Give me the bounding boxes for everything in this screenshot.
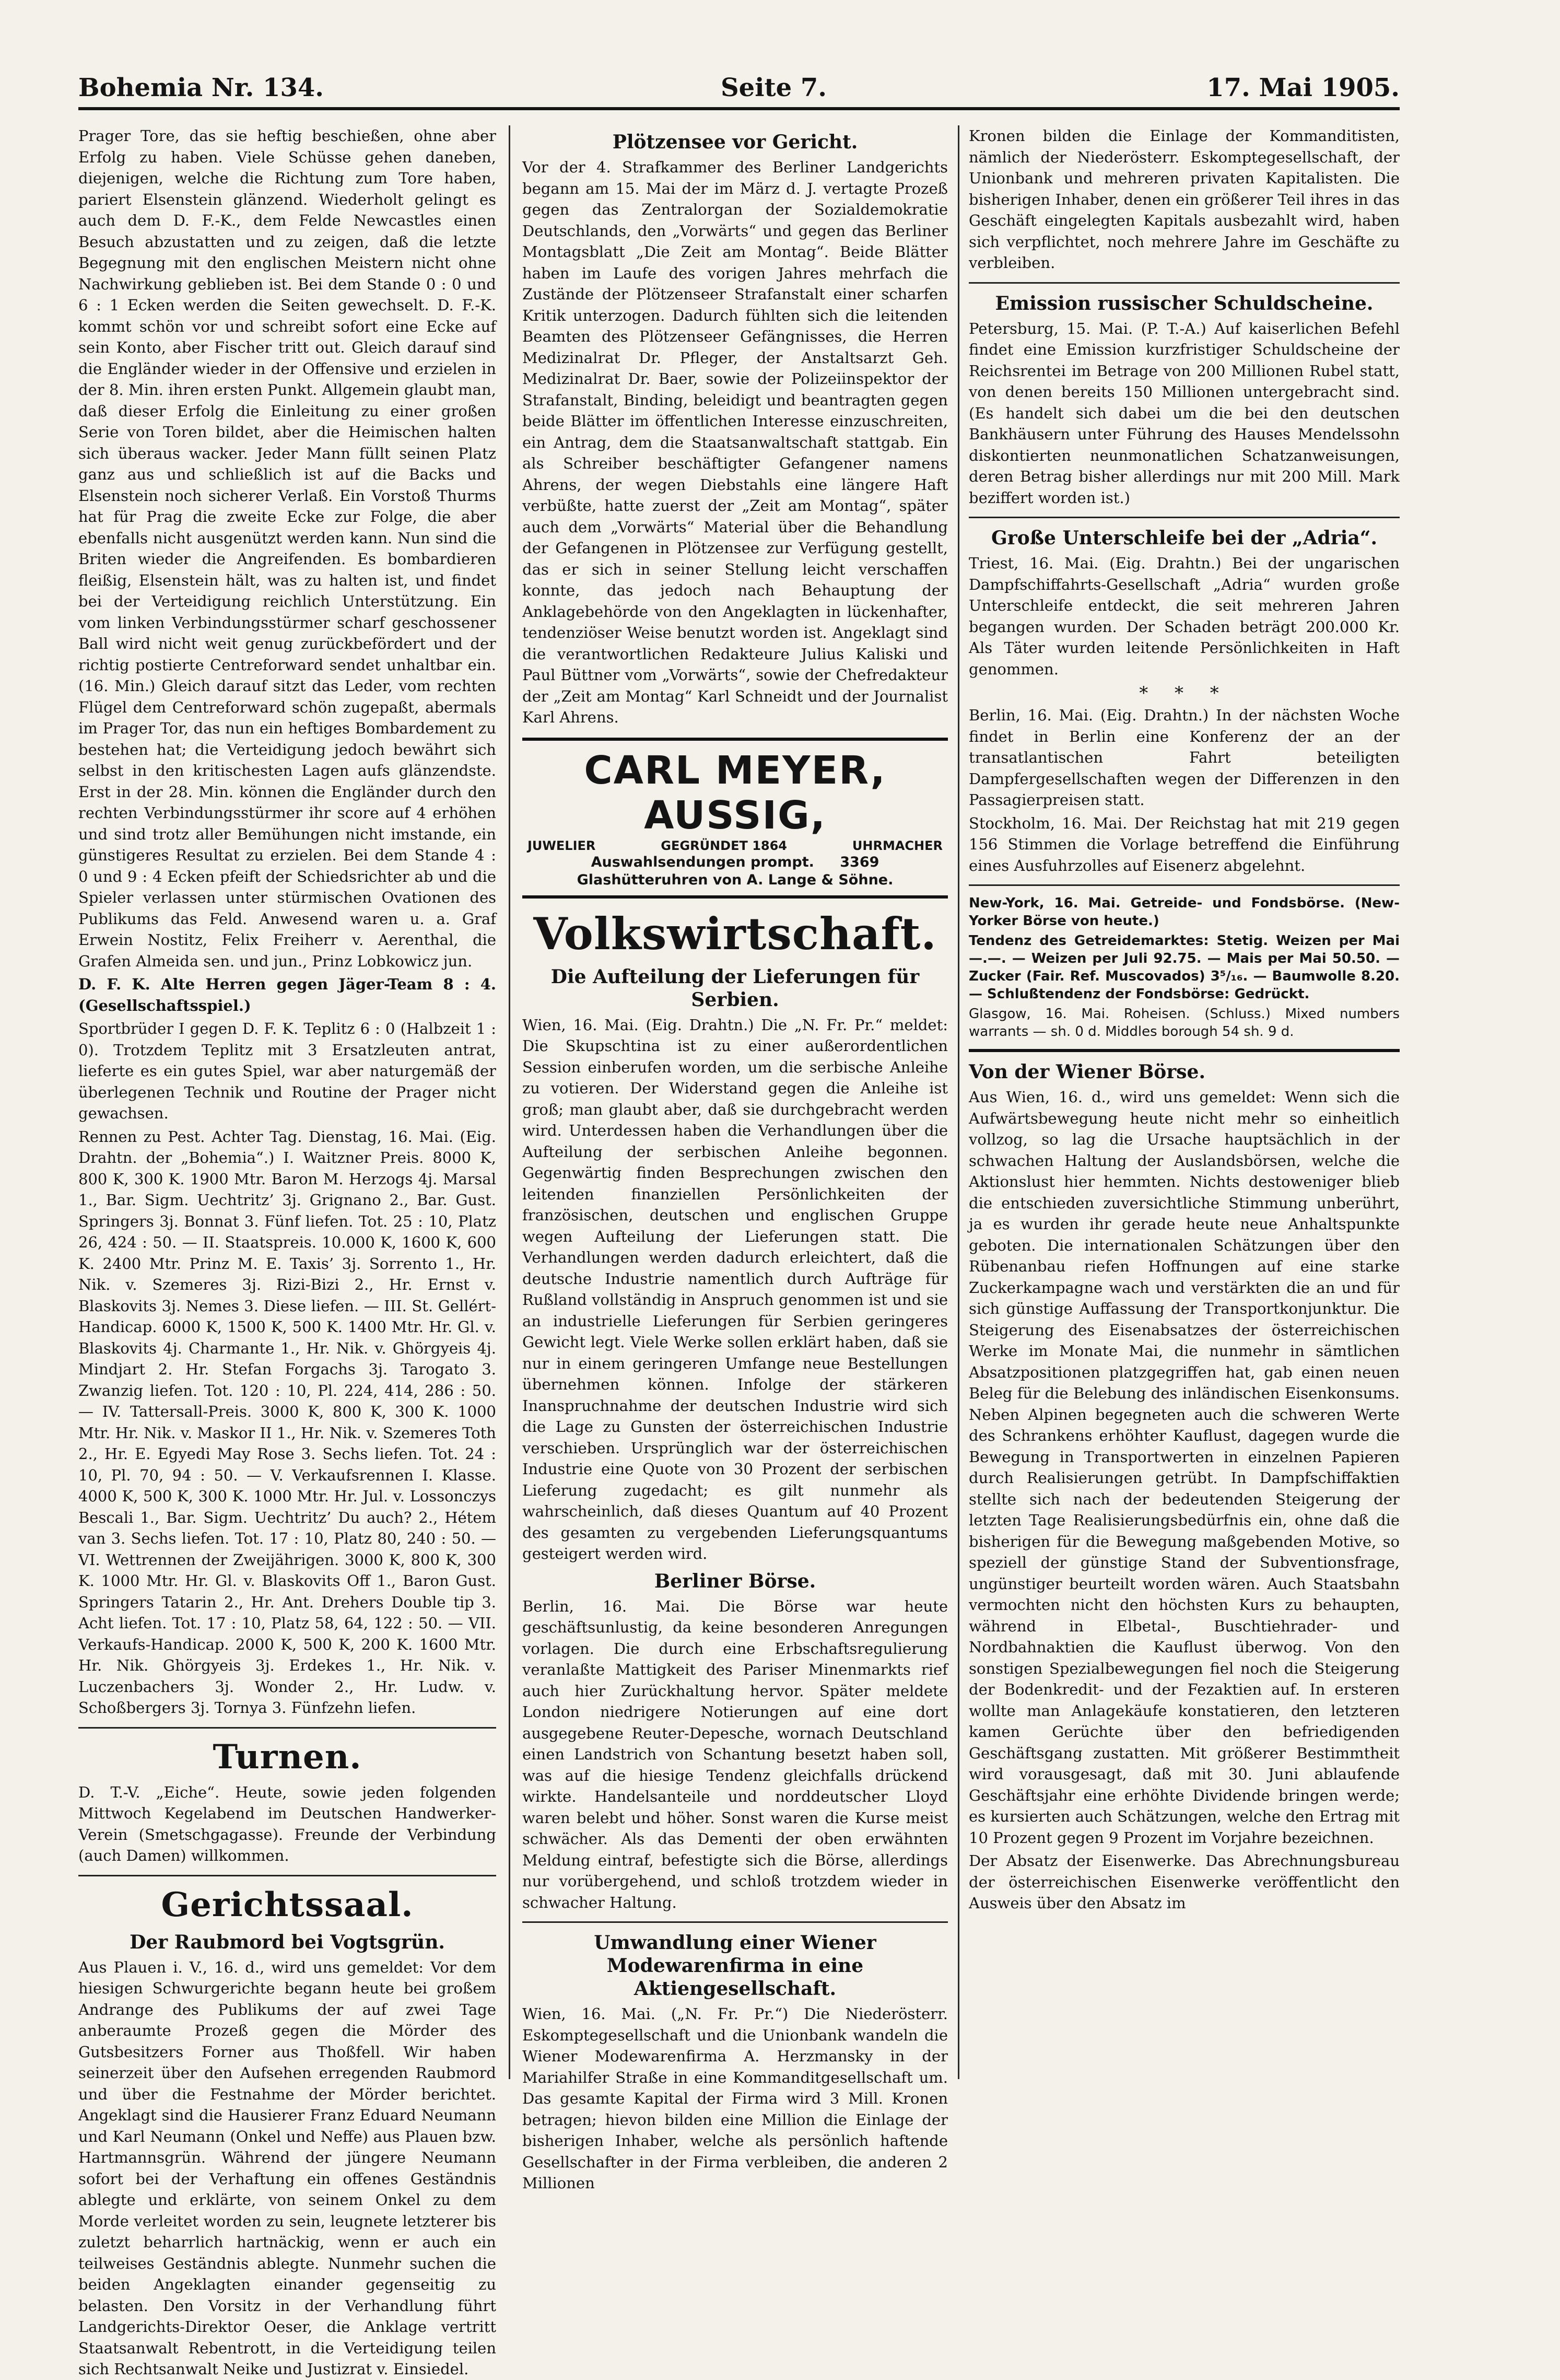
header-issue: Bohemia Nr. 134. — [78, 73, 324, 102]
adria-article: Triest, 16. Mai. (Eig. Drahtn.) Bei der ungarischen Dampfschiffahrts-Gesellschaft „Adria“ wurden große Unterschleife entdeckt, die seit mehreren Jahren begangen wurden. Der Schaden beträgt 200.000 Kr. Als Täter wurden leitende Persönlichkeiten in Haft genommen. — [969, 554, 1400, 678]
serbien-headline: Die Aufteilung der Lieferungen für Serbien. — [550, 965, 920, 1011]
ad-founded: GEGRÜNDET 1864 — [661, 838, 787, 853]
eisenwerke-article: Der Absatz der Eisenwerke. Das Abrechnungsbureau der österreichischen Eisenwerke veröffentlicht den Ausweis über den Absatz im — [969, 1852, 1400, 1912]
column-3 — [969, 125, 1400, 2079]
ad-line-2: Glashütteruhren von A. Lange & Söhne. — [577, 871, 894, 888]
section-heading-volkswirtschaft: Volkswirtschaft. — [533, 907, 937, 960]
page-header — [78, 73, 1400, 110]
football-report: Prager Tore, das sie heftig beschießen, ohne aber Erfolg zu haben. Viele Schüsse gehen daneben, diejenigen, welche die Richtung zum Tore haben, pariert Elsenstein glänzend. Wiederholt gelingt es auch dem D. F.-K., dem Felde Newcastles einen Besuch abzustatten und zu zeigen, daß die letzte Begegnung mit den englischen Meistern nicht ohne Nachwirkung geblieben ist. Bei dem Stande 0 : 0 und 6 : 1 Ecken werden die Seiten gewechselt. D. F.-K. kommt schön vor und schreibt sofort eine Ecke auf sein Konto, aber Fischer tritt out. Gleich darauf sind die Engländer wieder in der Offensive und erzielen in der 8. Min. ihren ersten Punkt. Allgemein glaubt man, daß dieser Erfolg die Einleitung zu einer großen Serie von Toren bildet, aber die Heimischen halten sich überaus wacker. Jeder Mann füllt seinen Platz ganz aus und schließlich ist auf die Backs und Elsenstein noch sicherer Verlaß. Ein Vorstoß Thurms hat für Prag die zweite Ecke zur Folge, die aber ebenfalls nicht ausgenützt werden kann. Nun sind die Briten wieder die Angreifenden. Es bombardieren fleißig, Elsenstein hält, was zu halten ist, und findet bei der Verteidigung reichlich Unterstützung. Ein vom linken Verbindungsstürmer scharf geschossener Ball wird nicht weit genug zurückbefördert und der richtig postierte Centreforward sendet unhaltbar ein. (16. Min.) Gleich darauf sitzt das Leder, vom rechten Flügel dem Centreforward schön zugepaßt, abermals im Prager Tor, das nun ein heftiges Bombardement zu bestehen hat; die Verteidigung jedoch bewährt sich selbst in den kritischesten Lagen aufs glänzendste. Erst in der 28. Min. können die Engländer durch den rechten Verbindungsstürmer ihr score auf 4 erhöhen und sind trotz aller Bemühungen nicht imstande, ein günstigeres Resultat zu erzielen. Bei dem Stande 4 : 0 und 9 : 4 Ecken pfeift der Schiedsrichter ab und die Spieler verlassen unter stürmischen Ovationen des Publikums das Feld. Anwesend waren u. a. Graf Erwein Nostitz, Felix Freiherr v. Aerenthal, die Grafen Almeida sen. und jun., Prinz Lobkowicz jun. — [78, 127, 496, 970]
column-1 — [78, 125, 496, 2378]
emission-headline: Emission russischer Schuldscheine. — [995, 292, 1374, 314]
stockholm-article: Stockholm, 16. Mai. Der Reichstag hat mit 219 gegen 156 Stimmen die Vorlage betreffend die Einführung eines Ausfuhrzolles auf Eisenerz abgelehnt. — [969, 814, 1400, 874]
divider — [78, 1875, 496, 1876]
newyork-headline: New-York, 16. Mai. Getreide- und Fondsbörse. (New-Yorker Börse von heute.) — [969, 895, 1400, 929]
column-2 — [522, 125, 948, 2192]
rennen-pest-report: Rennen zu Pest. Achter Tag. Dienstag, 16. Mai. (Eig. Drahtn. der „Bohemia“.) I. Waitzner Preis. 8000 K, 800 K, 300 K. 1900 Mtr. Baron M. Herzogs 4j. Marsal 1., Bar. Sigm. Uechtritz’ 3j. Grignano 2., Bar. Gust. Springers 3j. Bonnat 3. Fünf liefen. Tot. 25 : 10, Platz 26, 424 : 50. — II. Staatspreis. 10.000 K, 1600 K, 600 K. 2400 Mtr. Prinz M. E. Taxis’ 3j. Sorrento 1., Hr. Nik. v. Szemeres 3j. Rizi-Bizi 2., Hr. Ernst v. Blaskovits 3j. Nemes 3. Diese liefen. — III. St. Gellért-Handicap. 6000 K, 1500 K, 500 K. 1400 Mtr. Hr. Gl. v. Blaskovits 4j. Charmante 1., Hr. Nik. v. Ghörgyeis 4j. Mindjart 2. Hr. Stefan Forgachs 3j. Tarogato 3. Zwanzig liefen. Tot. 120 : 10, Pl. 224, 414, 286 : 50. — IV. Tattersall-Preis. 3000 K, 800 K, 300 K. 1000 Mtr. Hr. Nik. v. Maskor II 1., Hr. Nik. v. Szemeres Toth 2., Hr. E. Egyedi May Rose 3. Sechs liefen. Tot. 24 : 10, Pl. 70, 94 : 50. — V. Verkaufsrennen I. Klasse. 4000 K, 500 K, 300 K. 1000 Mtr. Hr. Jul. v. Lossonczys Bescali 1., Bar. Sigm. Uechtritz’ Du auch? 2., Hétem van 3. Sechs liefen. Tot. 17 : 10, Platz 80, 240 : 50. — VI. Wettrennen der Zweijährigen. 3000 K, 800 K, 300 K. 1000 Mtr. Hr. Gl. v. Blaskovits Off 1., Baron Gust. Springers Tatarin 2., Hr. Ant. Drehers Double tip 3. Acht liefen. Tot. 17 : 10, Platz 58, 64, 122 : 50. — VII. Verkaufs-Handicap. 2000 K, 500 K, 200 K. 1600 Mtr. Hr. Nik. Ghörgyeis 3j. Erdekes 1., Hr. Nik. v. Luczenbachers 3j. Wonder 2., Hr. Ludw. v. Schoßbergers 3j. Tornya 3. Fünfzehn liefen. — [78, 1127, 496, 1717]
ad-subline — [522, 838, 948, 854]
header-rule — [78, 107, 1400, 110]
column-rule-1 — [509, 125, 510, 2079]
modewarenfirma-article: Wien, 16. Mai. („N. Fr. Pr.“) Die Niederösterr. Eskomptegesellschaft und die Unionbank wandeln die Wiener Modewarenfirma A. Herzmansky in der Mariahilfer Straße in eine Kommanditgesellschaft um. Das gesamte Kapital der Firma wird 3 Mill. Kronen betragen; hievon bilden eine Million die Einlage der bisherigen Inhaber, welche als persönlich haftende Gesellschafter in der Firma verbleiben, die anderen 2 Millionen — [522, 2005, 948, 2192]
raubmord-headline: Der Raubmord bei Vogtsgrün. — [130, 1931, 445, 1953]
divider — [969, 1049, 1400, 1052]
ploetzensee-headline: Plötzensee vor Gericht. — [612, 131, 858, 153]
ad-company-name: CARL MEYER, AUSSIG, — [584, 748, 886, 838]
sportbrueder-report: Sportbrüder I gegen D. F. K. Teplitz 6 : 0 (Halbzeit 1 : 0). Trotzdem Teplitz mit 3 Ersatzleuten antrat, lieferte es ein gutes Spiel, war aber naturgemäß der überlegenen Technik und Routine der Prager nicht gewachsen. — [78, 1020, 496, 1122]
newyork-prices: Tendenz des Getreidemarktes: Stetig. Weizen per Mai —.—. — Weizen per Juli 92.75. — Mais per Mai 50.50. — Zucker (Fair. Ref. Muscovados) 3⁵/₁₆. — Baumwolle 8.20. — Schlußtendenz der Fondsbörse: Gedrückt. — [969, 933, 1400, 1002]
section-heading-turnen: Turnen. — [213, 1737, 362, 1777]
modewarenfirma-headline: Umwandlung einer Wiener Modewarenfirma in eine Aktiengesellschaft. — [594, 1932, 876, 2000]
divider — [78, 1727, 496, 1729]
berlin-konferenz-article: Berlin, 16. Mai. (Eig. Drahtn.) In der nächsten Woche findet in Berlin eine Konferenz der an der transatlantischen Fahrt beteiligten Dampfergesellschaften wegen der Differenzen in den Passagierpreisen statt. — [969, 706, 1400, 809]
kommandit-continuation: Kronen bilden die Einlage der Kommanditisten, nämlich der Niederösterr. Eskomptegesellschaft, der Unionbank und mehreren privaten Kapitalisten. Die bisherigen Inhaber, denen ein größerer Teil ihres in das Geschäft eingelegten Kapitals ausbezahlt wird, haben sich verpflichtet, noch mehrere Jahre im Geschäfte zu verbleiben. — [969, 127, 1400, 272]
ad-line-1: Auswahlsendungen prompt. 3369 — [591, 854, 879, 870]
divider — [969, 282, 1400, 284]
header-page-number: Seite 7. — [721, 73, 827, 102]
adria-headline: Große Unterschleife bei der „Adria“. — [991, 527, 1377, 549]
header-date: 17. Mai 1905. — [1206, 73, 1400, 102]
ad-number: 3369 — [840, 854, 879, 870]
divider — [969, 884, 1400, 886]
divider — [522, 1921, 948, 1923]
separator-stars: * * * — [1139, 683, 1229, 704]
newyork-market-report — [969, 894, 1400, 1041]
wiener-boerse-headline: Von der Wiener Börse. — [969, 1061, 1205, 1083]
divider — [969, 517, 1400, 518]
advertisement-carl-meyer — [522, 738, 948, 899]
alte-herren-result: D. F. K. Alte Herren gegen Jäger-Team 8 : 4. (Gesellschaftsspiel.) — [78, 975, 496, 1014]
column-rule-2 — [958, 125, 959, 2079]
ad-uhrmacher: UHRMACHER — [852, 838, 943, 853]
raubmord-article: Aus Plauen i. V., 16. d., wird uns gemeldet: Vor dem hiesigen Schwurgerichte begann heute bei großem Andrange des Publikums der auf zwei Tage anberaumte Prozeß gegen die Mörder des Gutsbesitzers Forner aus Thoßfell. Wir haben seinerzeit über den Aufsehen erregenden Raubmord und über die Festnahme der Mörder berichtet. Angeklagt sind die Hausierer Franz Eduard Neumann und Karl Neumann (Onkel und Neffe) aus Plauen bzw. Hartmannsgrün. Während der jüngere Neumann sofort bei der Verhaftung ein offenes Geständnis ablegte und erklärte, von seinem Onkel zu dem Morde verleitet worden zu sein, leugnete letzterer bis zuletzt beharrlich hartnäckig, wenn er auch ein teilweises Geständnis ablegte. Nunmehr suchen die beiden Angeklagten einander gegenseitig zu belasten. Den Vorsitz in der Verhandlung führt Landgerichts-Direktor Oeser, die Anklage vertritt Staatsanwalt Rebentrott, in die Verteidigung teilen sich Rechtsanwalt Neike und Justizrat v. Einsiedel. — [78, 1958, 496, 2378]
turnen-notice: D. T.-V. „Eiche“. Heute, sowie jeden folgenden Mittwoch Kegelabend im Deutschen Handwerker-Verein (Smetschgagasse). Freunde der Verbindung (auch Damen) willkommen. — [78, 1783, 496, 1864]
glasgow-prices: Glasgow, 16. Mai. Roheisen. (Schluss.) Mixed numbers warrants — sh. 0 d. Middles borough 54 sh. 9 d. — [969, 1006, 1400, 1040]
wiener-boerse-article: Aus Wien, 16. d., wird uns gemeldet: Wenn sich die Aufwärtsbewegung heute nicht mehr so einheitlich vollzog, so lag die Ursache hauptsächlich in der schwachen Haltung der Auslandsbörsen, welche die Aktionslust hier hemmten. Nichts destoweniger blieb die entschieden zuversichtliche Stimmung unberührt, ja es wurden ihr gerade heute neue Anhaltspunkte geboten. Die internationalen Schätzungen über den Rübenanbau riefen Hoffnungen auf eine starke Zuckerkampagne wach und verstärkten die an und für sich günstige Auffassung der Transportkonjunktur. Die Steigerung des Eisenabsatzes der österreichischen Werke im Monate Mai, die nunmehr in sämtlichen Absatzpositionen platzgegriffen hat, gab einen neuen Beleg für die Belebung des inländischen Eisenkonsums. Neben Alpinen begegneten auch die schweren Werte des Schrankens erhöhter Kauflust, dagegen wurde die Bewegung in Transportwerten in einzelnen Papieren durch Realisierungen getrübt. In Dampfschiffaktien stellte sich nach der bedeutenden Steigerung der letzten Tage Realisierungsbedürfnis ein, ohne daß die bisherigen für die Bewegung maßgebenden Motive, so speziell der günstige Stand der Subventionsfrage, ungünstiger beurteilt worden wären. Auch Staatsbahn vermochten nicht den höchsten Kurs zu behaupten, während in Elbetal-, Buschtiehrader- und Nordbahnaktien die Kauflust überwog. Von den sonstigen Spezialbewegungen fiel noch die Steigerung der Bodenkredit- und der Fezaktien auf. In ersteren wollte man Anlagekäufe konstatieren, den letzteren kamen Gerüchte über den befriedigenden Geschäftsgang zustatten. Mit größerer Bestimmtheit wird vorausgesagt, daß mit 30. Juni ablaufende Geschäftsjahr eine erhöhte Dividende bringen werde; es kursierten auch Schätzungen, welche den Ertrag mit 10 Prozent gegen 9 Prozent im Vorjahre bezeichnen. — [969, 1088, 1400, 1847]
berliner-boerse-article: Berlin, 16. Mai. Die Börse war heute geschäftsunlustig, da keine besonderen Anregungen vorlagen. Die durch eine Erbschaftsregulierung veranlaßte Mattigkeit des Pariser Minenmarkts rief auch hier Zurückhaltung hervor. Später meldete London niedrigere Notierungen auf eine dort ausgegebene Reuter-Depesche, wornach Deutschland einen Landstrich von Schantung besetzt haben soll, was auf die hiesige Tendenz gleichfalls drückend wirkte. Handelsanteile und norddeutscher Lloyd waren belebt und höher. Sonst waren die Kurse meist schwächer. Als das Dementi der oben erwähnten Meldung eintraf, befestigte sich die Börse, allerdings nur vorübergehend, und schloß trotzdem wieder in schwacher Haltung. — [522, 1597, 948, 1911]
section-heading-gerichtssaal: Gerichtssaal. — [161, 1885, 414, 1924]
serbien-article: Wien, 16. Mai. (Eig. Drahtn.) Die „N. Fr. Pr.“ meldet: Die Skupschtina ist zu einer außerordentlichen Session einberufen worden, um die serbische Anleihe zu votieren. Der Widerstand gegen die Anleihe ist groß; man glaubt aber, daß sie durchgebracht werden wird. Unterdessen haben die Verhandlungen über die Aufteilung der serbischen Anleihe begonnen. Gegenwärtig finden Besprechungen zwischen den leitenden finanziellen Persönlichkeiten der französischen, deutschen und englischen Gruppe wegen Aufteilung der Lieferungen statt. Die Verhandlungen werden dadurch erleichtert, daß die deutsche Industrie namentlich durch Aufträge für Rußland vollständig in Anspruch genommen ist und sie an industrielle Lieferungen für Serbien geringeres Gewicht legt. Viele Werke sollen erklärt haben, daß sie nur in einem geringeren Umfange neue Bestellungen übernehmen können. Infolge der stärkeren Inanspruchnahme der deutschen Industrie wird sich die Lage zu Gunsten der österreichischen Industrie verschieben. Ursprünglich war der österreichischen Industrie eine Quote von 30 Prozent der serbischen Lieferung zugedacht; es gilt nunmehr als wahrscheinlich, daß dieses Quantum auf 40 Prozent des gesamten zu vergebenden Lieferungsquantums gesteigert werden wird. — [522, 1016, 948, 1562]
ad-juwelier: JUWELIER — [527, 838, 596, 853]
berliner-boerse-headline: Berliner Börse. — [654, 1570, 816, 1592]
emission-article: Petersburg, 15. Mai. (P. T.-A.) Auf kaiserlichen Befehl findet eine Emission kurzfristiger Schuldscheine der Reichsrentei im Betrage von 200 Millionen Rubel statt, von denen bereits 150 Millionen untergebracht sind. (Es handelt sich dabei um die bei den deutschen Bankhäusern unter Führung des Hauses Mendelssohn diskontierten neunmonatlichen Schatzanweisungen, deren Betrag bisher allerdings nur mit 200 Mill. Mark beziffert worden ist.) — [969, 319, 1400, 507]
ploetzensee-article: Vor der 4. Strafkammer des Berliner Landgerichts begann am 15. Mai der im März d. J. vertagte Prozeß gegen das Zentralorgan der Sozialdemokratie Deutschlands, den „Vorwärts“ und gegen das Berliner Montagsblatt „Die Zeit am Montag“. Beide Blätter haben im Laufe des vorigen Jahres mehrfach die Zustände der Plötzenseer Strafanstalt einer scharfen Kritik unterzogen. Dadurch fühlten sich die leitenden Beamten des Plötzenseer Gefängnisses, die Herren Medizinalrat Dr. Pfleger, der Anstaltsarzt Geh. Medizinalrat Dr. Baer, sowie der Polizeiinspektor der Strafanstalt, Binding, beleidigt und beantragten gegen beide Blätter im öffentlichen Interesse einzuschreiten, ein Antrag, dem die Staatsanwaltschaft stattgab. Ein als Schreiber beschäftigter Gefangener namens Ahrens, der wegen Diebstahls eine längere Haft verbüßte, hatte zuerst der „Zeit am Montag“, später auch dem „Vorwärts“ Material über die Behandlung der Gefangenen in Plötzensee zur Verfügung gestellt, das er sich in seiner Stellung leicht verschaffen konnte, das jedoch nach Behauptung der Anklagebehörde von den Angeklagten in lückenhafter, tendenziöser Weise benutzt worden ist. Angeklagt sind die verantwortlichen Redakteure Julius Kaliski und Paul Büttner vom „Vorwärts“, sowie der Chefredakteur der „Zeit am Montag“ Karl Schneidt und der Journalist Karl Ahrens. — [522, 158, 948, 726]
